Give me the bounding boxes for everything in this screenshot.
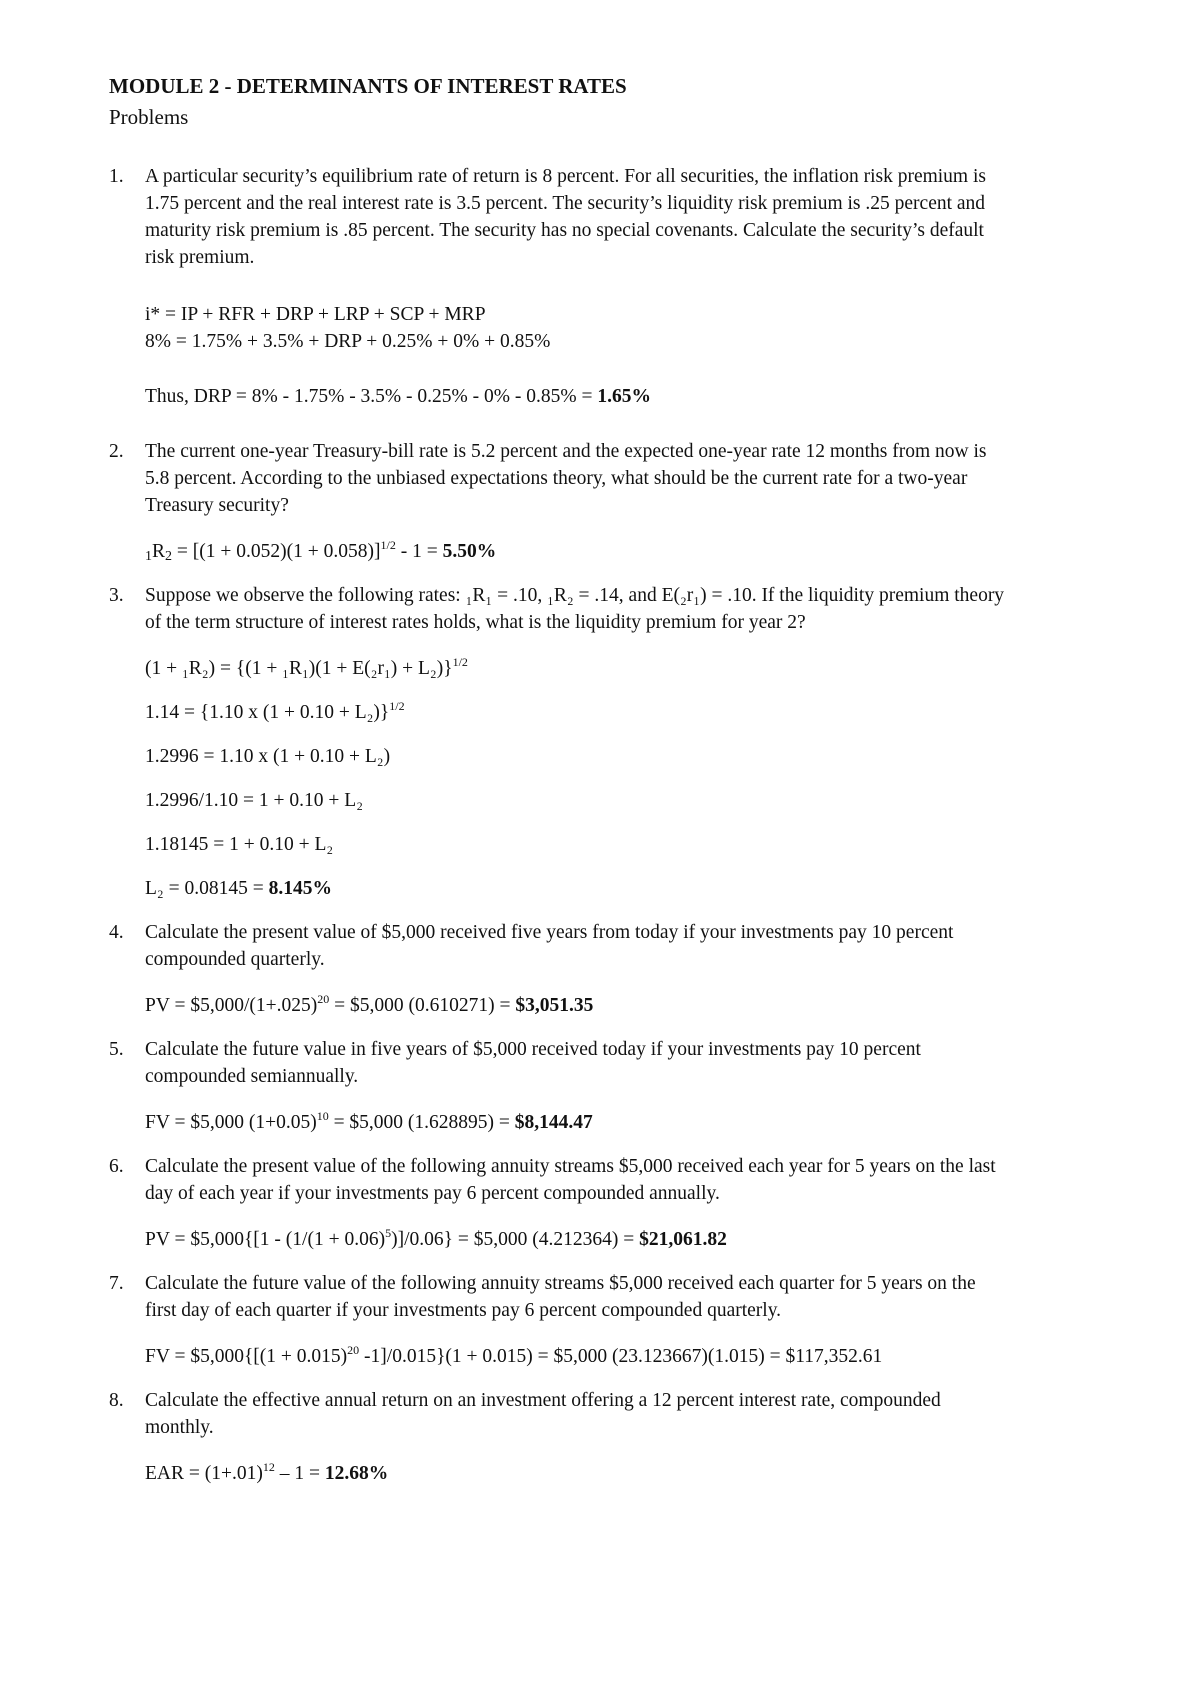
problem-6-solution-a: PV = $5,000{[1 - (1/(1 + 0.06) xyxy=(145,1229,386,1250)
problem-2-answer: 5.50% xyxy=(442,541,497,562)
problem-7-question-line: first day of each quarter if your investments pay 6 percent compounded quarterly. xyxy=(145,1300,782,1321)
problem-3-step-exponent: 1/2 xyxy=(452,655,468,669)
problem-5-question-line: compounded semiannually. xyxy=(145,1066,359,1087)
problem-4-exponent: 20 xyxy=(317,992,330,1006)
problem-8-exponent: 12 xyxy=(262,1460,275,1474)
problem-8-solution xyxy=(145,1462,388,1486)
problem-6-exponent: 5 xyxy=(385,1226,392,1240)
problem-5-solution xyxy=(145,1111,593,1135)
problem-7-question-line: Calculate the future value of the following annuity streams $5,000 received each quarter for 5 years on the xyxy=(145,1273,976,1294)
problem-8-question-line: Calculate the effective annual return on an investment offering a 12 percent interest rate, compounded xyxy=(145,1390,941,1411)
problem-7-exponent: 20 xyxy=(347,1343,360,1357)
problem-3-step-text: 1.14 = {1.10 x (1 + 0.10 + L₂)} xyxy=(145,702,390,723)
problem-4-number: 4. xyxy=(109,922,124,943)
problem-6-solution xyxy=(145,1228,727,1252)
problem-8-number: 8. xyxy=(109,1390,124,1411)
problem-1-question-line: A particular security’s equilibrium rate of return is 8 percent. For all securities, the inflation risk premium is xyxy=(145,166,986,187)
page-title: MODULE 2 - DETERMINANTS OF INTEREST RATES xyxy=(109,74,627,98)
problem-2-question-line: The current one-year Treasury-bill rate is 5.2 percent and the expected one-year rate 12 months from now is xyxy=(145,441,987,462)
problem-4-solution-a: PV = $5,000/(1+.025) xyxy=(145,995,318,1016)
problem-2-symbol: R xyxy=(152,541,166,562)
problem-6-solution-b: )]/0.06} = $5,000 (4.212364) = xyxy=(391,1229,640,1250)
problem-5-exponent: 10 xyxy=(316,1109,329,1123)
problem-2-pre-subscript: 1 xyxy=(145,549,152,564)
problem-7-solution-b: -1]/0.015}(1 + 0.015) = $5,000 (23.123667)(1.015) = $117,352.61 xyxy=(359,1346,883,1367)
problem-2-question-line: 5.8 percent. According to the unbiased expectations theory, what should be the current rate for a two-year xyxy=(145,468,968,489)
problem-6-number: 6. xyxy=(109,1156,124,1177)
problem-5-question-line: Calculate the future value in five years of $5,000 received today if your investments pay 10 percent xyxy=(145,1039,921,1060)
problem-1-question-line: maturity risk premium is .85 percent. The security has no special covenants. Calculate the security’s default xyxy=(145,220,984,241)
problem-7-number: 7. xyxy=(109,1273,124,1294)
page-subtitle: Problems xyxy=(109,105,189,129)
problem-6-question-line: day of each year if your investments pay 6 percent compounded annually. xyxy=(145,1183,720,1204)
problem-7-solution xyxy=(145,1345,882,1369)
problem-2-subscript: 2 xyxy=(165,549,173,564)
problem-8-question-line: monthly. xyxy=(145,1417,214,1438)
problem-3-step-exponent: 1/2 xyxy=(389,699,405,713)
problem-3-step xyxy=(145,657,468,681)
problem-5-solution-a: FV = $5,000 (1+0.05) xyxy=(145,1112,317,1133)
problem-1-number: 1. xyxy=(109,166,124,187)
problem-6-answer: $21,061.82 xyxy=(639,1229,727,1250)
problem-3-step xyxy=(145,701,405,725)
problem-3-step: 1.2996 = 1.10 x (1 + 0.10 + L₂) xyxy=(145,746,391,767)
problem-4-question-line: Calculate the present value of $5,000 received five years from today if your investments pay 10 percent xyxy=(145,922,954,943)
problem-1-answer-line xyxy=(145,385,651,409)
problem-3-step-text: (1 + ₁R₂) = {(1 + ₁R₁)(1 + E(₂r₁) + L₂)} xyxy=(145,658,453,679)
problem-2-question-line: Treasury security? xyxy=(145,495,289,516)
problem-2-exponent: 1/2 xyxy=(380,538,396,552)
problem-5-solution-b: = $5,000 (1.628895) = xyxy=(328,1112,515,1133)
problem-1-formula: i* = IP + RFR + DRP + LRP + SCP + MRP xyxy=(145,304,486,325)
problem-4-question-line: compounded quarterly. xyxy=(145,949,325,970)
problem-2-solution xyxy=(145,540,496,564)
problem-3-step: 1.18145 = 1 + 0.10 + L₂ xyxy=(145,834,334,855)
problem-8-solution-a: EAR = (1+.01) xyxy=(145,1463,263,1484)
problem-1-answer: 1.65% xyxy=(597,386,652,407)
problem-3-question-line: Suppose we observe the following rates: ₁R₁ = .10, ₁R₂ = .14, and E(₂r₁) = .10. If the liquidity premium theory xyxy=(145,585,1005,606)
problem-4-solution xyxy=(145,994,593,1018)
problem-1-question-line: 1.75 percent and the real interest rate is 3.5 percent. The security’s liquidity risk premium is .25 percent and xyxy=(145,193,986,214)
problem-3-step-text: L₂ = 0.08145 = xyxy=(145,878,269,899)
problem-3-question-line: of the term structure of interest rates holds, what is the liquidity premium for year 2? xyxy=(145,612,806,633)
problem-2-number: 2. xyxy=(109,441,124,462)
problem-4-answer: $3,051.35 xyxy=(515,995,594,1016)
problem-3-final-step xyxy=(145,877,332,901)
problem-1-answer-prefix: Thus, DRP = 8% - 1.75% - 3.5% - 0.25% - 0% - 0.85% = xyxy=(145,386,598,407)
problem-4-solution-b: = $5,000 (0.610271) = xyxy=(329,995,516,1016)
problem-8-solution-b: – 1 = xyxy=(274,1463,325,1484)
problem-2-solution-post: - 1 = xyxy=(395,541,443,562)
problem-5-answer: $8,144.47 xyxy=(514,1112,593,1133)
problem-1-substitution: 8% = 1.75% + 3.5% + DRP + 0.25% + 0% + 0.85% xyxy=(145,331,551,352)
problem-2-solution-mid: = [(1 + 0.052)(1 + 0.058)] xyxy=(172,541,381,562)
problem-1-question-line: risk premium. xyxy=(145,247,255,268)
problem-5-number: 5. xyxy=(109,1039,124,1060)
problem-8-answer: 12.68% xyxy=(324,1463,389,1484)
problem-3-answer: 8.145% xyxy=(268,878,332,899)
problem-3-number: 3. xyxy=(109,585,124,606)
problem-3-step: 1.2996/1.10 = 1 + 0.10 + L₂ xyxy=(145,790,363,811)
problem-7-solution-a: FV = $5,000{[(1 + 0.015) xyxy=(145,1346,348,1367)
problem-6-question-line: Calculate the present value of the following annuity streams $5,000 received each year for 5 years on the last xyxy=(145,1156,996,1177)
